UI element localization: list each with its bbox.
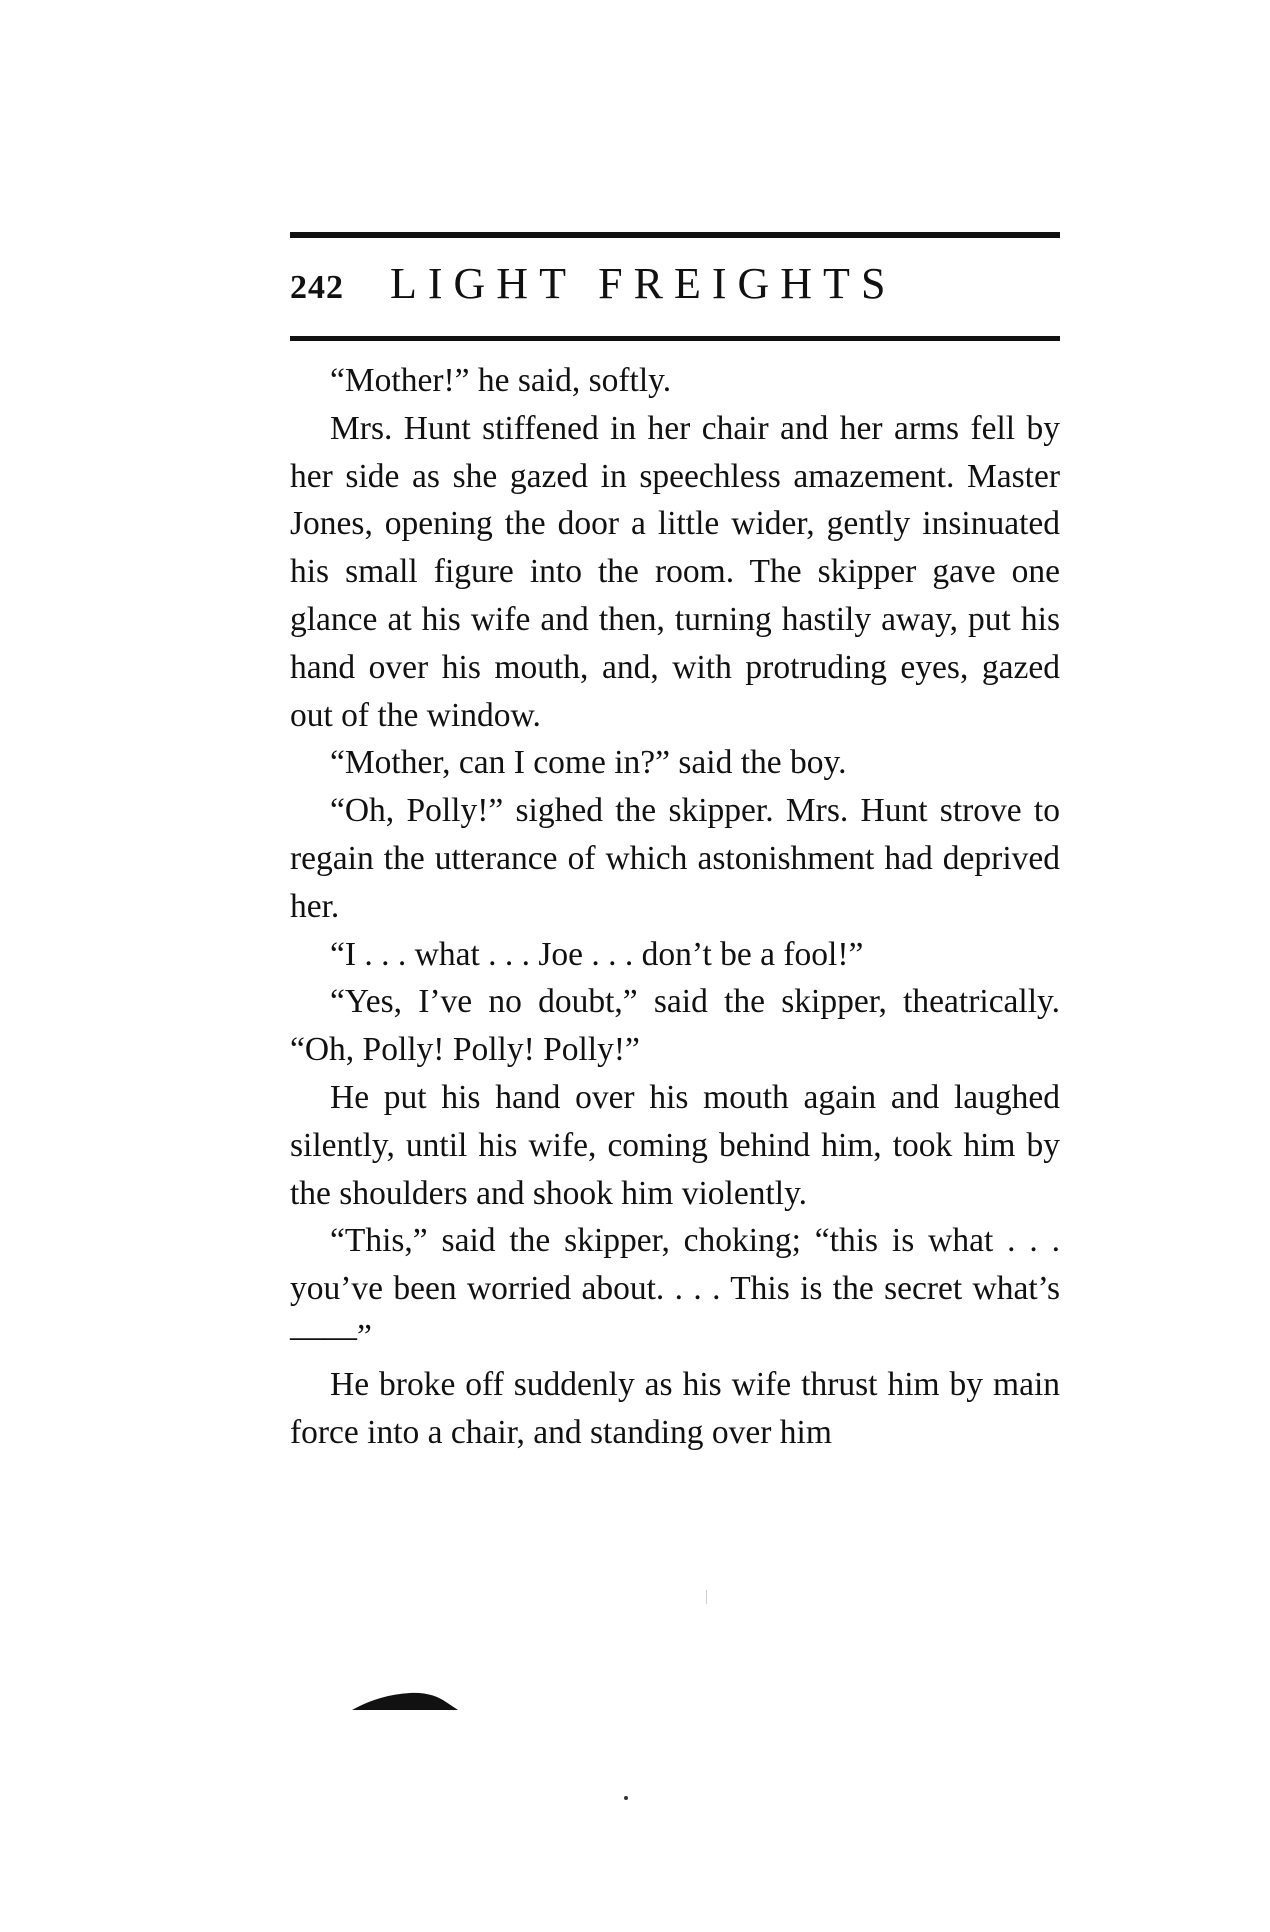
page-number: 242 [290,269,344,306]
paragraph: He broke off suddenly as his wife thrust him by main force into a chair, and standing over him [290,1365,1060,1451]
running-header [290,258,1060,314]
book-page [290,232,1060,1456]
paragraph: “This,” said the skipper, choking; “this is what . . . you’ve been worried about. . . . This is the secret what’s——” [290,1222,1060,1355]
body-text [290,357,1060,1456]
paragraph: “Mother, can I come in?” said the boy. [330,744,847,782]
header-top-rule [290,232,1060,238]
paragraph: “Oh, Polly!” sighed the skipper. Mrs. Hunt strove to regain the utterance of which astonishment had deprived her. [290,792,1060,925]
header-bottom-rule [290,336,1060,341]
scan-artifact-line [706,1590,707,1604]
paragraph: “Yes, I’ve no doubt,” said the skipper, theatrically. “Oh, Polly! Polly! Polly!” [290,983,1060,1069]
paragraph: “I . . . what . . . Joe . . . don’t be a fool!” [330,935,864,973]
paragraph: He put his hand over his mouth again and laughed silently, until his wife, coming behind him, took him by the shoulders and shook him violently. [290,1078,1060,1212]
scan-speck [624,1796,628,1800]
paragraph: “Mother!” he said, softly. [330,362,672,399]
paragraph: Mrs. Hunt stiffened in her chair and her arms fell by her side as she gazed in speechless amazement. Master Jones, opening the door a little wider, gently insinuated his small figure into the room. The skipper gave one glance at his wife and then, turning hastily away, put his hand over his mouth, and, with protruding eyes, gazed out of the window. [290,409,1060,734]
ink-blot-mark [350,1690,460,1712]
running-title: LIGHT FREIGHTS [390,259,897,308]
